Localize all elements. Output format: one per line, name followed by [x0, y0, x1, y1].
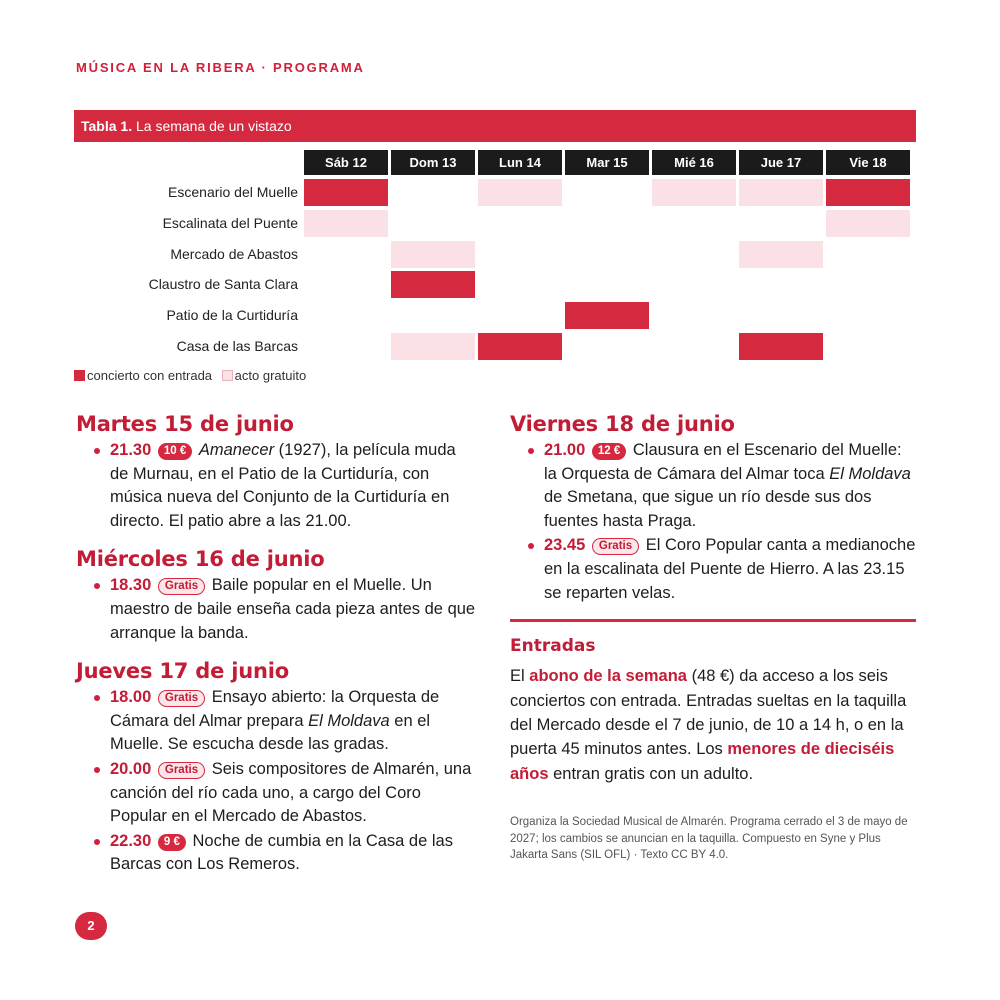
event-item [110, 830, 476, 877]
tickets-heading: Entradas [510, 636, 596, 657]
venue-label: Patio de la Curtiduría [166, 307, 298, 324]
paid-concert-cell [391, 271, 475, 298]
paid-concert-cell [478, 333, 562, 360]
tickets-text: (48 €) da acceso a los seis conciertos con entrada. Entradas sueltas en la taquilla del Mercado desde el 7 de junio, de 10 a 14 h, o en la puerta 45 minutos antes. Los [510, 667, 907, 759]
free-badge: Gratis [158, 578, 205, 595]
free-event-cell [304, 210, 388, 237]
event-time: 21.30 [110, 441, 152, 459]
free-event-cell [391, 333, 475, 360]
paid-concert-cell [565, 302, 649, 329]
event-text: (1927), la película muda de Murnau, en el Patio de la Curtiduría, con música nueva del Conjunto de la Curtiduría en directo. El patio abre a las 21.00. [110, 441, 456, 530]
event-time: 18.00 [110, 688, 152, 707]
work-title: El Moldava [829, 464, 911, 483]
event-item [110, 574, 476, 645]
day-heading: Miércoles 16 de junio [76, 547, 325, 572]
price-badge: 10 € [158, 443, 192, 460]
event-time: 22.30 [110, 831, 152, 850]
table-caption-text: La semana de un vistazo [132, 118, 292, 134]
event-item [110, 686, 476, 757]
venue-label: Escenario del Muelle [168, 184, 298, 200]
day-column-header: Lun 14 [478, 150, 562, 175]
paid-concert-cell [739, 333, 823, 360]
day-tuesday [76, 412, 476, 533]
free-badge: Gratis [158, 690, 205, 707]
event-time: 23.45 [544, 536, 586, 555]
legend-paid-label: concierto con entrada [87, 368, 213, 383]
credits-note: Organiza la Sociedad Musical de Almarén. Programa cerrado el 3 de mayo de 2027; los cambios se anuncian en la taquilla. Compuesto en Syne y Plus Jakarta Sans (SIL OFL) · Texto CC BY 4.0. [510, 816, 908, 861]
day-column-header: Dom 13 [391, 150, 475, 175]
day-column-header: Mié 16 [652, 150, 736, 175]
section-divider [510, 619, 916, 622]
event-time: 18.30 [110, 576, 152, 595]
day-thursday [76, 659, 476, 877]
event-text: de Smetana, que sigue un río desde sus dos fuentes hasta Praga. [544, 488, 872, 530]
event-list [510, 439, 916, 605]
tickets-highlight: abono de la semana [529, 667, 687, 686]
day-heading: Jueves 17 de junio [76, 659, 289, 684]
free-badge: Gratis [592, 538, 639, 555]
tickets-highlight: menores de dieciséis años [510, 740, 895, 783]
free-event-cell [739, 179, 823, 206]
free-event-cell [478, 179, 562, 206]
event-text: Noche de cumbia en la Casa de las Barcas con Los Remeros. [110, 831, 453, 874]
tickets-paragraph [510, 664, 916, 786]
right-column [510, 412, 916, 863]
day-friday [510, 412, 916, 605]
day-heading: Martes 15 de junio [76, 412, 294, 436]
free-badge: Gratis [158, 762, 205, 779]
event-text: Clausura en el Escenario del Muelle: la Orquesta de Cámara del Almar toca [544, 441, 902, 483]
venue-label: Escalinata del Puente [162, 214, 298, 231]
event-text: Ensayo abierto: la Orquesta de Cámara del Almar prepara [110, 688, 440, 730]
event-list [76, 439, 476, 533]
film-title: Amanecer [198, 441, 275, 459]
event-list [76, 574, 476, 645]
left-column [76, 412, 476, 891]
day-column-header: Sáb 12 [304, 150, 388, 175]
event-item [544, 439, 916, 533]
venue-label: Claustro de Santa Clara [148, 276, 298, 293]
free-event-cell [652, 179, 736, 206]
free-event-cell [739, 241, 823, 268]
day-column-header: Mar 15 [565, 150, 649, 175]
event-time: 20.00 [110, 759, 152, 778]
tickets-text: entran gratis con un adulto. [548, 764, 754, 783]
day-wednesday [76, 547, 476, 645]
venue-label: Casa de las Barcas [176, 338, 298, 354]
tickets-text: El [510, 667, 530, 686]
paid-concert-cell [826, 179, 910, 206]
event-text: El Coro Popular canta a medianoche en la escalinata del Puente de Hierro. A las 23.15 se reparten velas. [544, 536, 916, 602]
venue-label: Mercado de Abastos [170, 245, 298, 262]
day-column-header: Vie 18 [826, 150, 910, 175]
free-event-cell [391, 241, 475, 268]
legend-free-swatch [222, 370, 233, 381]
price-badge: 12 € [592, 443, 626, 460]
price-badge: 9 € [158, 834, 186, 851]
day-heading: Viernes 18 de junio [510, 412, 735, 436]
event-text: Baile popular en el Muelle. Un maestro de baile enseña cada pieza antes de que arranque la banda. [110, 576, 476, 642]
table-caption [74, 110, 916, 142]
event-item [110, 439, 476, 533]
work-title: El Moldava [308, 711, 390, 730]
page-number: 2 [75, 912, 107, 940]
event-text: Seis compositores de Almarén, una canción del río cada uno, a cargo del Coro Popular en el Mercado de Abastos. [110, 759, 472, 826]
event-item [110, 758, 476, 829]
event-item [544, 534, 916, 605]
event-text: en el Muelle. Se escucha desde las gradas. [110, 711, 431, 754]
event-time: 21.00 [544, 441, 586, 459]
day-column-header: Jue 17 [739, 150, 823, 175]
section-kicker: MÚSICA EN LA RIBERA · PROGRAMA [76, 60, 365, 75]
table-legend [74, 368, 306, 383]
free-event-cell [826, 210, 910, 237]
event-list [76, 686, 476, 877]
legend-free-label: acto gratuito [234, 368, 307, 383]
table-caption-label: Tabla 1. [81, 118, 133, 134]
legend-paid-swatch [74, 370, 85, 381]
paid-concert-cell [304, 179, 388, 206]
